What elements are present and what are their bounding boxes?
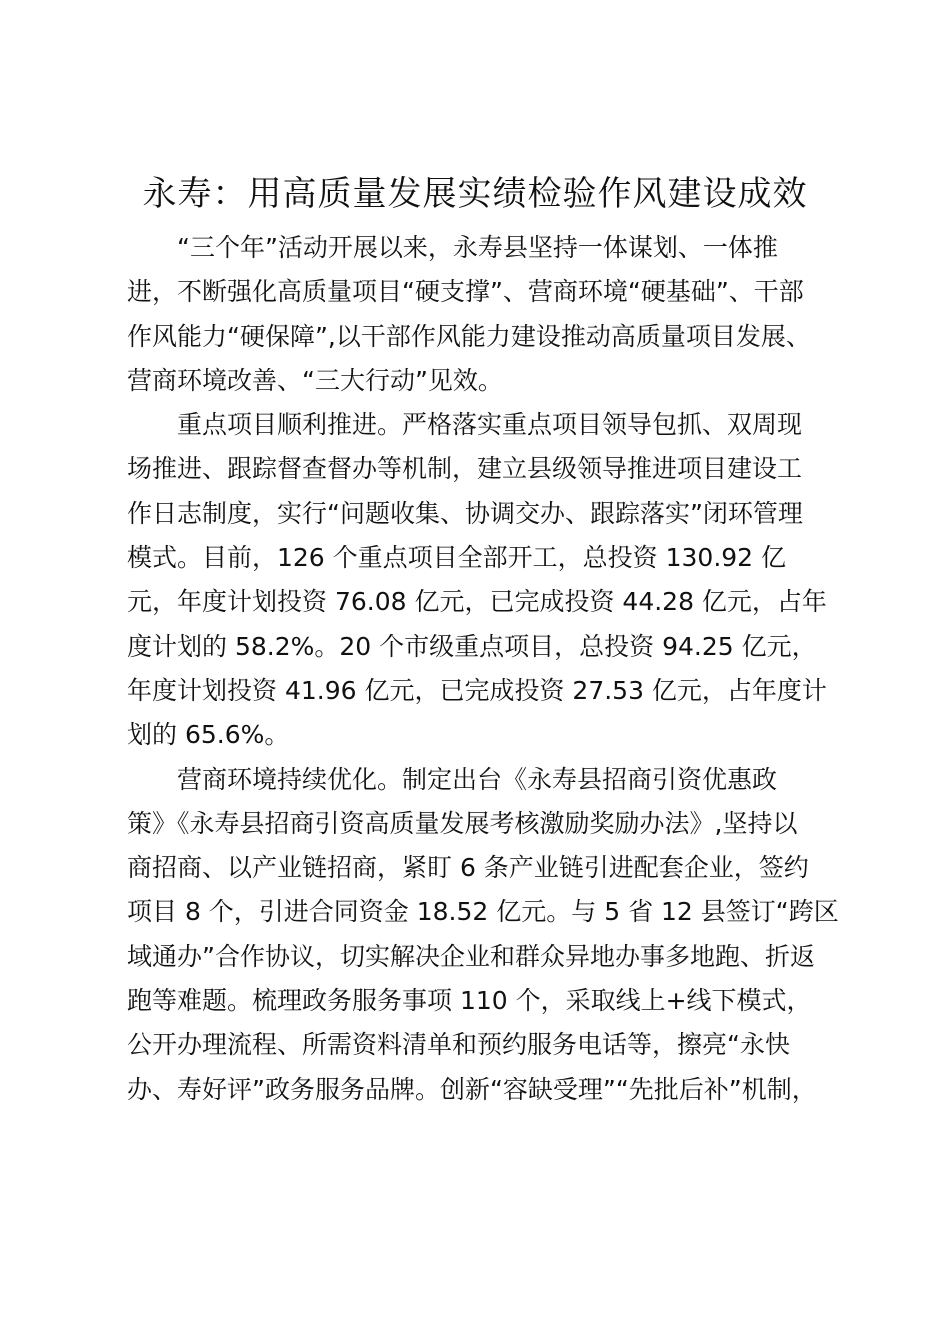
text-line: 域通办”合作协议，切实解决企业和群众异地办事多地跑、折返: [127, 941, 815, 971]
document-title: 永寿：用高质量发展实绩检验作风建设成效: [142, 174, 808, 214]
text-line: 商招商、以产业链招商，紧盯 6 条产业链引进配套企业，签约: [127, 853, 809, 883]
text-line: 模式。目前，126 个重点项目全部开工，总投资 130.92 亿: [127, 543, 787, 573]
paragraph-business-environment: [127, 758, 839, 1112]
text-line: 办、寿好评”政务服务品牌。创新“容缺受理”“先批后补”机制，: [127, 1074, 817, 1104]
text-line: “三个年”活动开展以来，永寿县坚持一体谋划、一体推: [177, 233, 778, 262]
text-line: 营商环境改善、“三大行动”见效。: [127, 365, 503, 395]
text-line: 跑等难题。梳理政务服务事项 110 个，采取线上+线下模式，: [127, 986, 812, 1016]
text-line: 年度计划投资 41.96 亿元，已完成投资 27.53 亿元，占年度计: [127, 675, 827, 705]
text-line: 元，年度计划投资 76.08 亿元，已完成投资 44.28 亿元，占年: [127, 587, 827, 617]
text-line: 重点项目顺利推进。严格落实重点项目领导包抓、双周现: [177, 410, 803, 440]
document-body: [127, 226, 839, 1112]
text-line: 作日志制度，实行“问题收集、协调交办、跟踪落实”闭环管理: [127, 498, 803, 528]
text-line: 项目 8 个，引进合同资金 18.52 亿元。与 5 省 12 县签订“跨区: [127, 897, 839, 927]
paragraph-intro: [127, 226, 833, 403]
text-line: 营商环境持续优化。制定出台《永寿县招商引资优惠政: [177, 764, 778, 794]
text-line: 进，不断强化高质量项目“硬支撑”、营商环境“硬基础”、干部: [127, 277, 804, 307]
paragraph-key-projects: [127, 403, 833, 757]
text-line: 划的 65.6%。: [127, 720, 290, 750]
text-line: 度计划的 58.2%。20 个市级重点项目，总投资 94.25 亿元，: [127, 631, 817, 661]
text-line: 公开办理流程、所需资料清单和预约服务电话等，擦亮“永快: [127, 1030, 790, 1060]
text-line: 场推进、跟踪督查督办等机制，建立县级领导推进项目建设工: [127, 454, 803, 484]
text-line: 策》《永寿县招商引资高质量发展考核激励奖励办法》,坚持以: [127, 808, 798, 838]
text-line: 作风能力“硬保障”,以干部作风能力建设推动高质量项目发展、: [127, 321, 811, 351]
